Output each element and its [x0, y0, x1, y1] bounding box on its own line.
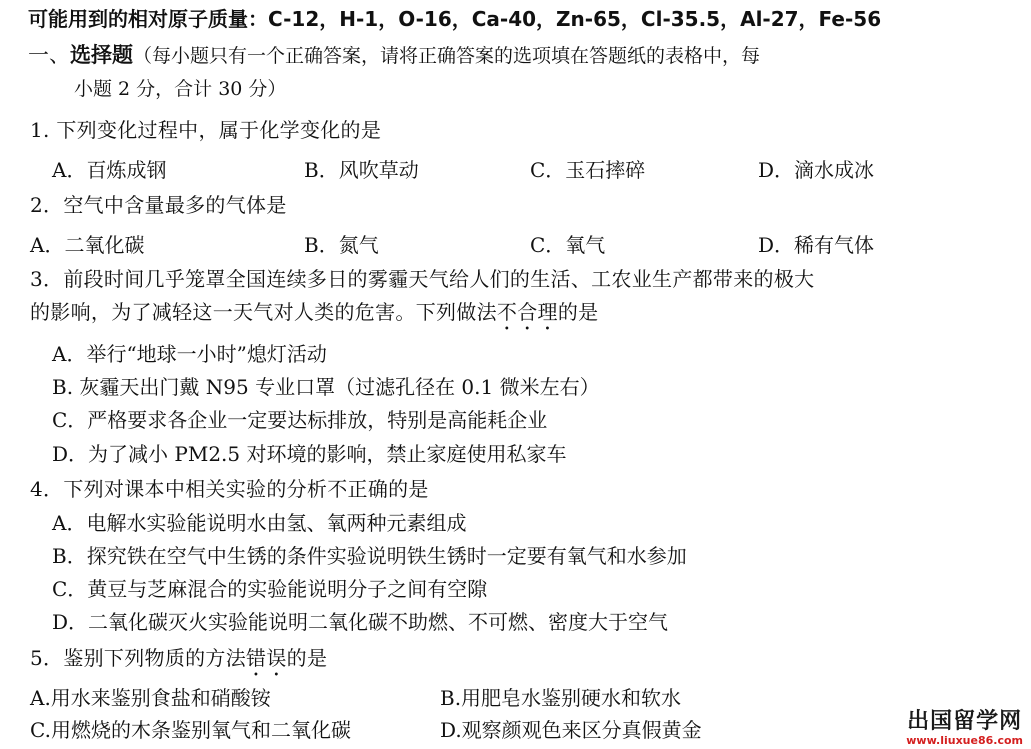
question-2-option-a: A．二氧化碳 [30, 233, 145, 257]
question-4-option-d: D．二氧化碳灭火实验能说明二氧化碳不助燃、不可燃、密度大于空气 [52, 610, 669, 634]
question-3-stem-line2 [30, 299, 598, 335]
question-3-emphasis: 不合理 [496, 300, 558, 324]
question-3-stem-line1: 3．前段时间几乎笼罩全国连续多日的雾霾天气给人们的生活、工农业生产都带来的极大 [30, 267, 815, 291]
section-note: （每小题只有一个正确答案，请将正确答案的选项填在答题纸的表格中，每 [133, 45, 761, 67]
question-2-stem: 2．空气中含量最多的气体是 [30, 193, 287, 217]
watermark [906, 710, 1023, 747]
question-1-stem: 1. 下列变化过程中，属于化学变化的是 [30, 118, 382, 142]
question-5-option-a: A.用水来鉴别食盐和硝酸铵 [30, 686, 271, 710]
question-1-option-d: D．滴水成冰 [758, 158, 875, 182]
question-2-option-c: C．氧气 [530, 233, 606, 257]
question-5-stem-end: 的是 [286, 646, 328, 670]
question-1-option-c: C．玉石摔碎 [530, 158, 646, 182]
question-2-option-b: B．氮气 [304, 233, 379, 257]
question-5-emphasis: 错误 [246, 646, 287, 670]
section-heading [28, 42, 760, 69]
question-5-option-b: B.用肥皂水鉴别硬水和软水 [440, 686, 682, 710]
question-3-option-b: B. 灰霾天出门戴 N95 专业口罩（过滤孔径在 0.1 微米左右） [52, 375, 600, 399]
question-4-option-c: C．黄豆与芝麻混合的实验能说明分子之间有空隙 [52, 577, 488, 601]
section-title: 选择题 [70, 43, 133, 67]
question-1-option-b: B．风吹草动 [304, 158, 419, 182]
atomic-masses-line: 可能用到的相对原子质量：C-12，H-1，O-16，Ca-40，Zn-65，Cl-35.5，Al-27，Fe-56 [28, 7, 882, 31]
question-3-option-c: C．严格要求各企业一定要达标排放，特别是高能耗企业 [52, 408, 548, 432]
question-2-option-d: D．稀有气体 [758, 233, 875, 257]
question-5-option-c: C.用燃烧的木条鉴别氧气和二氧化碳 [30, 718, 351, 742]
watermark-url: www.liuxue86.com [906, 734, 1023, 747]
question-3-stem-text: 的影响，为了减轻这一天气对人类的危害。下列做法 [30, 300, 497, 324]
section-note-continued: 小题 2 分，合计 30 分） [74, 78, 287, 100]
question-3-stem-end: 的是 [557, 300, 599, 324]
question-4-option-a: A．电解水实验能说明水由氢、氧两种元素组成 [52, 511, 467, 535]
question-3-option-d: D．为了减小 PM2.5 对环境的影响，禁止家庭使用私家车 [52, 442, 567, 466]
question-5-stem [30, 645, 327, 681]
question-4-option-b: B．探究铁在空气中生锈的条件实验说明铁生锈时一定要有氧气和水参加 [52, 544, 687, 568]
question-5-stem-text: 5．鉴别下列物质的方法 [30, 646, 247, 670]
watermark-text: 出国留学网 [907, 709, 1023, 734]
section-prefix: 一、 [28, 43, 70, 67]
question-5-option-d: D.观察颜观色来区分真假黄金 [440, 718, 702, 742]
question-1-option-a: A．百炼成钢 [52, 158, 167, 182]
question-4-stem: 4．下列对课本中相关实验的分析不正确的是 [30, 477, 429, 501]
question-3-option-a: A．举行“地球一小时”熄灯活动 [52, 342, 327, 366]
